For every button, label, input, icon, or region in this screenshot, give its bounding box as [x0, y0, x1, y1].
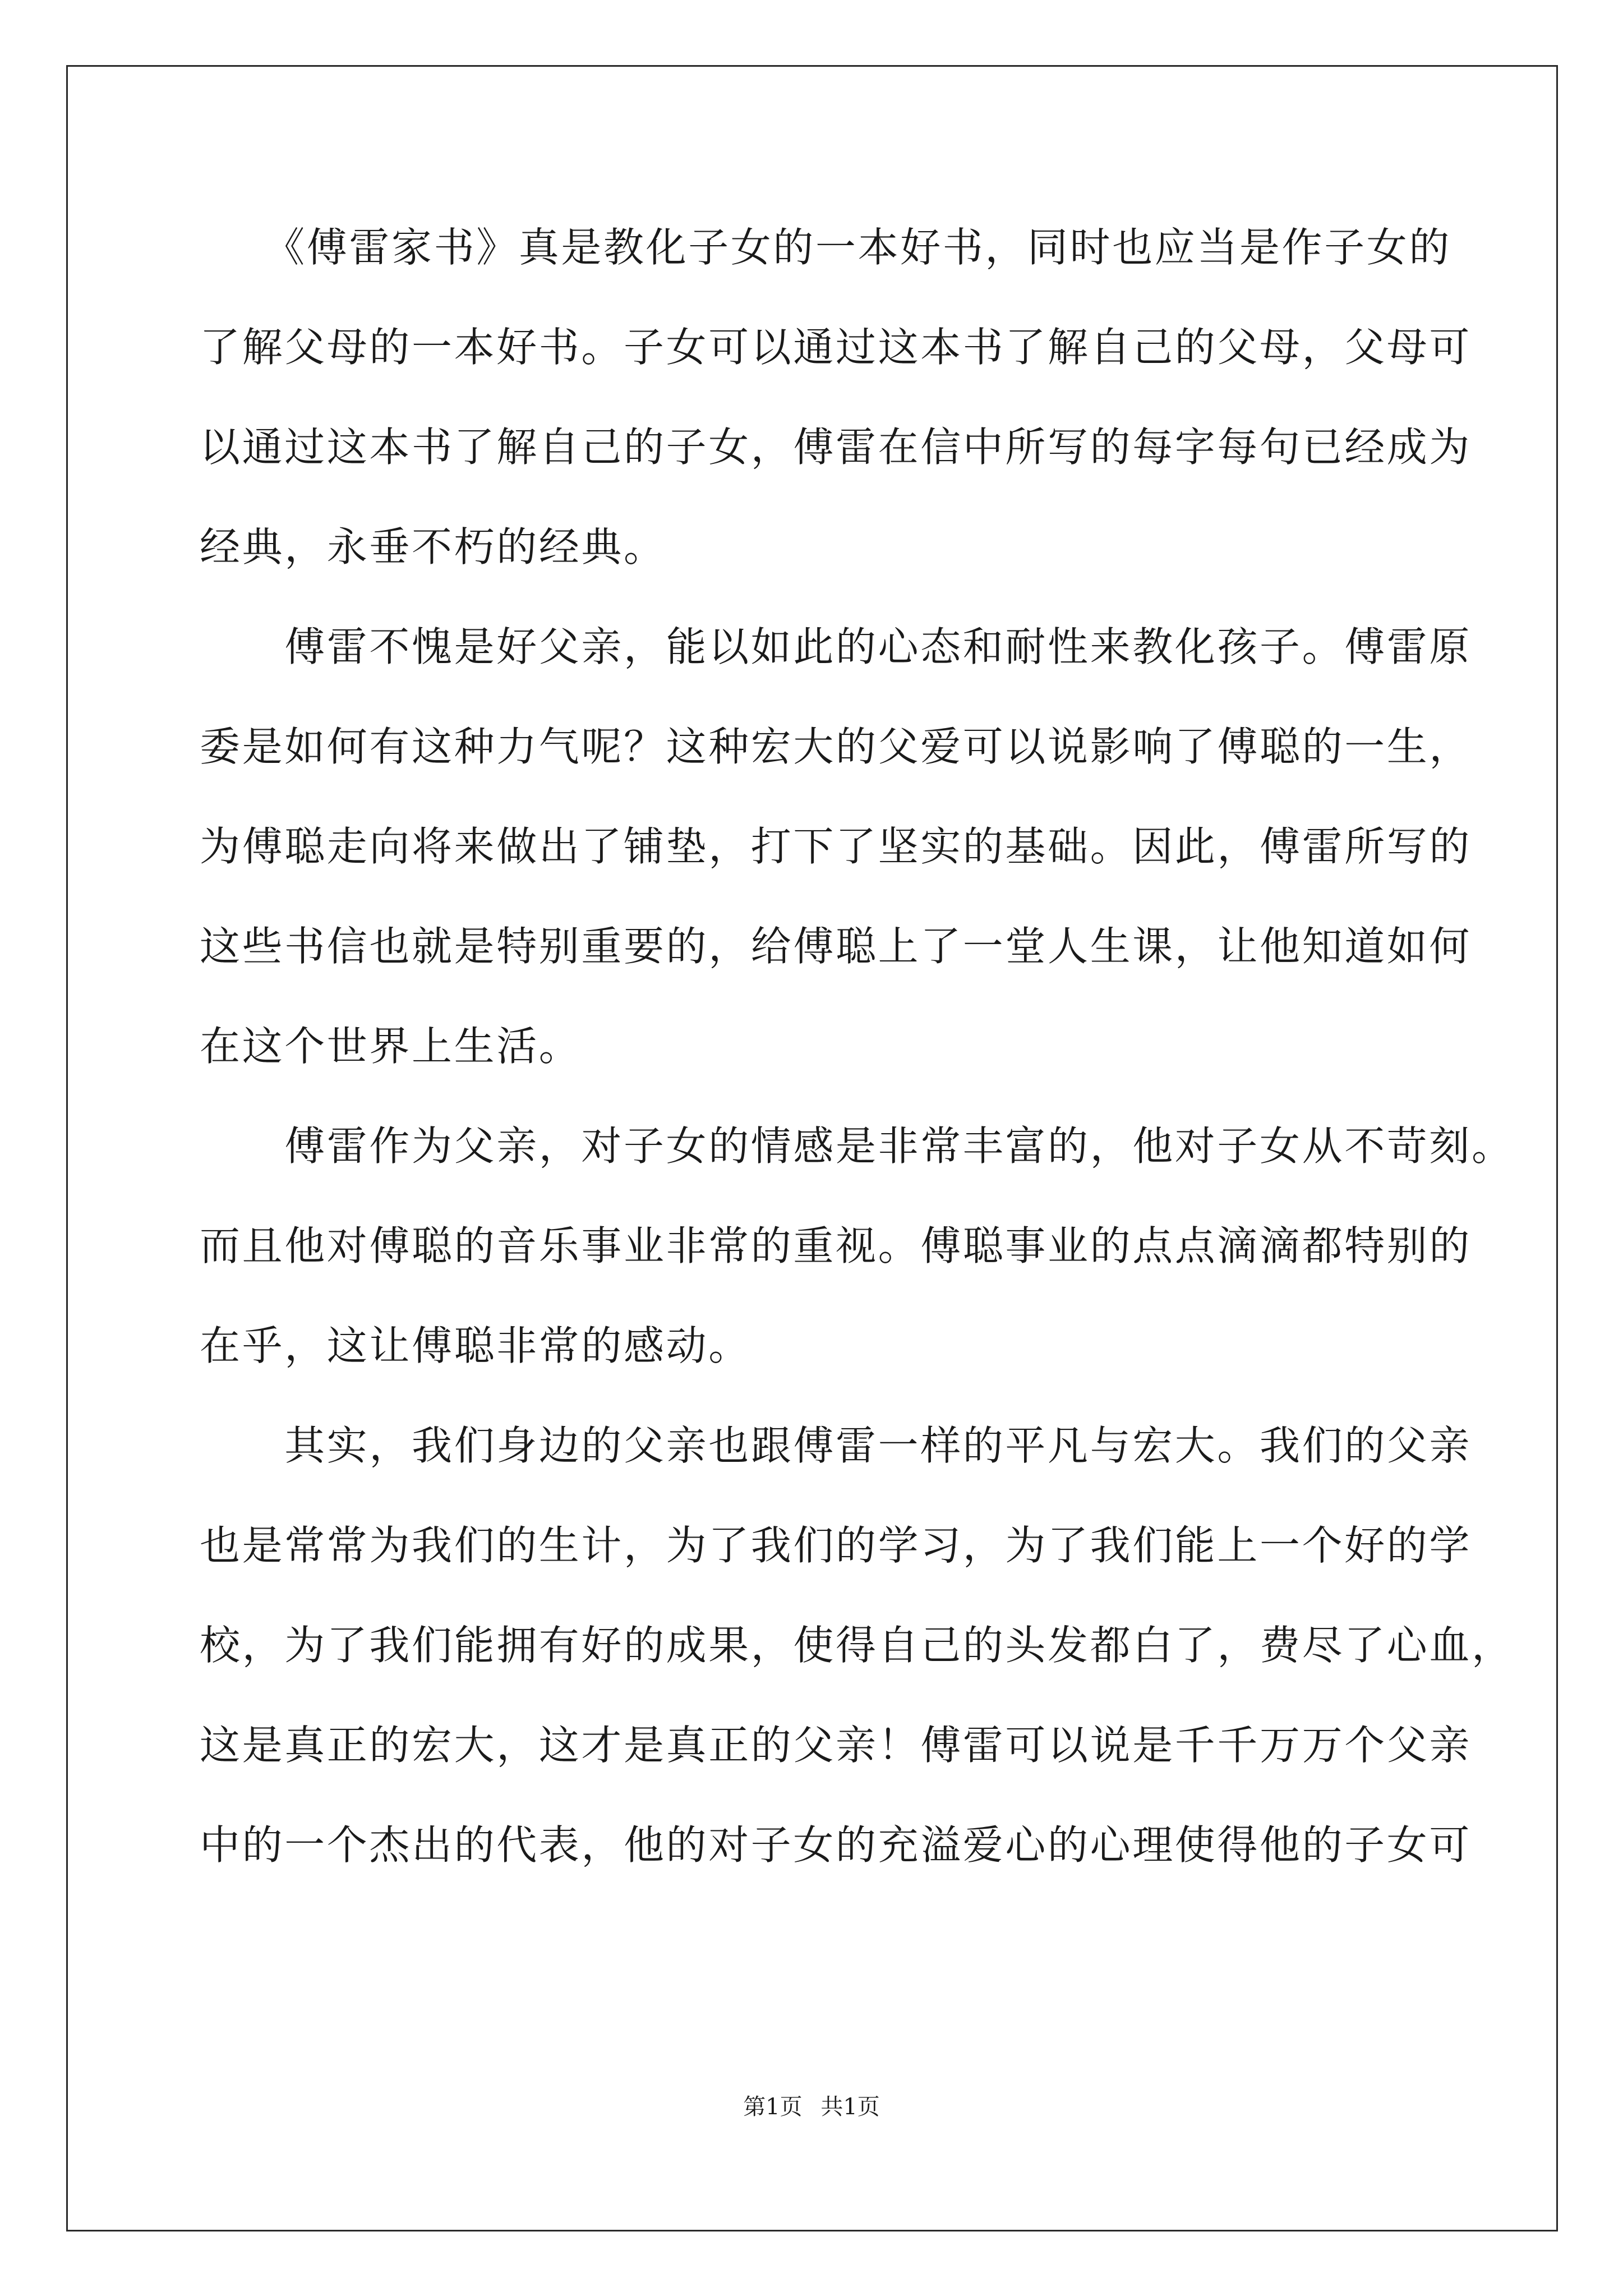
- text-line: 也是常常为我们的生计，为了我们的学习，为了我们能上一个好的学: [200, 1522, 1472, 1569]
- text-line: 而且他对傅聪的音乐事业非常的重视。傅聪事业的点点滴滴都特别的: [200, 1222, 1472, 1269]
- text-line: 这是真正的宏大，这才是真正的父亲！傅雷可以说是千千万万个父亲: [200, 1722, 1472, 1769]
- text-line: 校，为了我们能拥有好的成果，使得自己的头发都白了，费尽了心血，: [200, 1622, 1514, 1669]
- text-line: 为傅聪走向将来做出了铺垫，打下了坚实的基础。因此，傅雷所写的: [200, 823, 1472, 870]
- text-line: 委是如何有这种力气呢？这种宏大的父爱可以说影响了傅聪的一生，: [200, 723, 1472, 770]
- page-total: 共1页: [820, 2094, 880, 2120]
- text-line: 了解父母的一本好书。子女可以通过这本书了解自己的父母，父母可: [200, 324, 1472, 371]
- text-line: 经典，永垂不朽的经典。: [200, 523, 666, 570]
- text-line: 其实，我们身边的父亲也跟傅雷一样的平凡与宏大。我们的父亲: [200, 1422, 1472, 1469]
- text-line: 在乎，这让傅聪非常的感动。: [200, 1322, 751, 1369]
- text-line: 在这个世界上生活。: [200, 1023, 582, 1070]
- text-line: 这些书信也就是特别重要的，给傅聪上了一堂人生课，让他知道如何: [200, 923, 1472, 970]
- page-number: 第1页: [743, 2094, 803, 2120]
- page-footer: [0, 2093, 1623, 2120]
- text-line: 《傅雷家书》真是教化子女的一本好书，同时也应当是作子女的: [200, 224, 1452, 271]
- text-line: 中的一个杰出的代表，他的对子女的充溢爱心的心理使得他的子女可: [200, 1821, 1472, 1869]
- document-body: [200, 223, 1514, 1921]
- text-line: 傅雷作为父亲，对子女的情感是非常丰富的，他对子女从不苛刻。: [200, 1122, 1514, 1170]
- text-line: 傅雷不愧是好父亲，能以如此的心态和耐性来教化孩子。傅雷原: [200, 623, 1472, 670]
- text-line: 以通过这本书了解自己的子女，傅雷在信中所写的每字每句已经成为: [200, 424, 1472, 471]
